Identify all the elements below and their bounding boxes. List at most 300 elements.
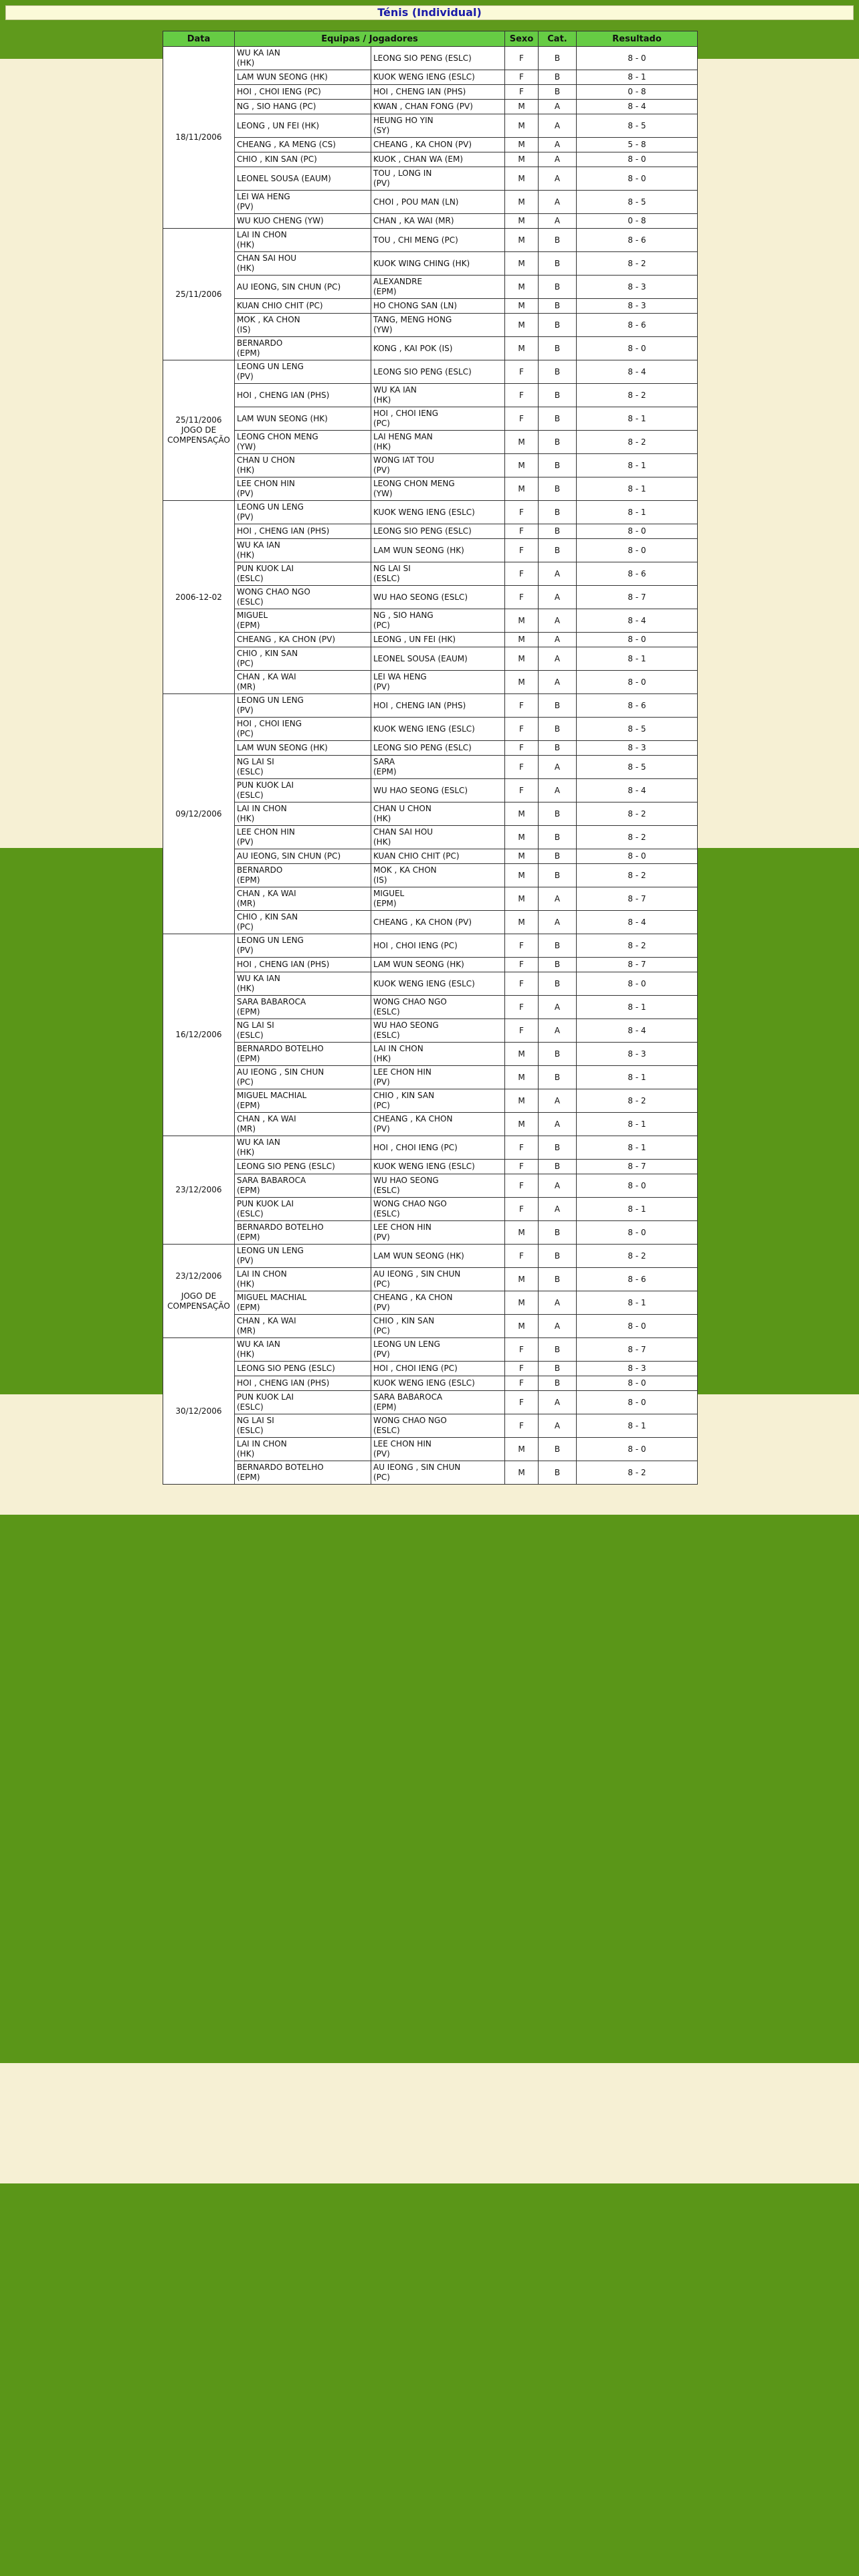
result-cell: 8 - 2 bbox=[577, 252, 698, 276]
table-row bbox=[163, 114, 698, 138]
sexo-cell: M bbox=[505, 1291, 539, 1315]
result-cell: 8 - 7 bbox=[577, 887, 698, 911]
result-cell: 8 - 4 bbox=[577, 911, 698, 934]
category-cell: B bbox=[539, 47, 577, 70]
category-cell: A bbox=[539, 1414, 577, 1438]
header-sexo: Sexo bbox=[505, 31, 539, 47]
table-row bbox=[163, 647, 698, 671]
category-cell: B bbox=[539, 1221, 577, 1245]
sexo-cell: M bbox=[505, 191, 539, 214]
player-a: WU KA IAN (HK) bbox=[235, 47, 371, 70]
player-b: KWAN , CHAN FONG (PV) bbox=[371, 100, 505, 114]
category-cell: B bbox=[539, 1461, 577, 1485]
table-row bbox=[163, 934, 698, 958]
result-cell: 8 - 5 bbox=[577, 191, 698, 214]
result-cell: 8 - 0 bbox=[577, 633, 698, 647]
category-cell: A bbox=[539, 671, 577, 694]
sexo-cell: M bbox=[505, 152, 539, 167]
player-b: HOI , CHENG IAN (PHS) bbox=[371, 85, 505, 100]
player-a: CHIO , KIN SAN (PC) bbox=[235, 152, 371, 167]
sexo-cell: F bbox=[505, 958, 539, 972]
table-row bbox=[163, 191, 698, 214]
result-cell: 8 - 0 bbox=[577, 152, 698, 167]
category-cell: B bbox=[539, 276, 577, 299]
player-b: KUAN CHIO CHIT (PC) bbox=[371, 849, 505, 864]
sexo-cell: M bbox=[505, 1043, 539, 1066]
player-b: HOI , CHENG IAN (PHS) bbox=[371, 694, 505, 718]
player-a: BERNARDO (EPM) bbox=[235, 864, 371, 887]
player-b: KUOK WENG IENG (ESLC) bbox=[371, 501, 505, 524]
category-cell: B bbox=[539, 972, 577, 996]
category-cell: A bbox=[539, 191, 577, 214]
player-a: LEONG CHON MENG (YW) bbox=[235, 431, 371, 454]
results-table bbox=[163, 31, 698, 1485]
table-row bbox=[163, 85, 698, 100]
player-a: CHAN , KA WAI (MR) bbox=[235, 671, 371, 694]
table-row bbox=[163, 779, 698, 802]
result-cell: 8 - 2 bbox=[577, 1245, 698, 1268]
table-row bbox=[163, 501, 698, 524]
player-b: CHEANG , KA CHON (PV) bbox=[371, 1291, 505, 1315]
result-cell: 8 - 2 bbox=[577, 934, 698, 958]
match-date: 25/11/2006 JOGO DE COMPENSAÇÃO bbox=[163, 360, 235, 501]
player-b: KUOK WING CHING (HK) bbox=[371, 252, 505, 276]
category-cell: B bbox=[539, 539, 577, 562]
player-a: WONG CHAO NGO (ESLC) bbox=[235, 586, 371, 609]
table-row bbox=[163, 431, 698, 454]
result-cell: 8 - 0 bbox=[577, 337, 698, 360]
result-cell: 8 - 6 bbox=[577, 314, 698, 337]
category-cell: A bbox=[539, 586, 577, 609]
category-cell: B bbox=[539, 1376, 577, 1391]
table-row bbox=[163, 826, 698, 849]
player-a: LEONG UN LENG (PV) bbox=[235, 694, 371, 718]
category-cell: B bbox=[539, 384, 577, 407]
player-a: HOI , CHOI IENG (PC) bbox=[235, 85, 371, 100]
sexo-cell: M bbox=[505, 477, 539, 501]
sexo-cell: F bbox=[505, 407, 539, 431]
result-cell: 0 - 8 bbox=[577, 214, 698, 229]
player-b: MOK , KA CHON (IS) bbox=[371, 864, 505, 887]
table-row bbox=[163, 337, 698, 360]
player-a: BERNARDO BOTELHO (EPM) bbox=[235, 1221, 371, 1245]
player-a: AU IEONG, SIN CHUN (PC) bbox=[235, 849, 371, 864]
player-b: HOI , CHOI IENG (PC) bbox=[371, 1136, 505, 1160]
player-b: KUOK WENG IENG (ESLC) bbox=[371, 972, 505, 996]
sexo-cell: F bbox=[505, 756, 539, 779]
result-cell: 8 - 5 bbox=[577, 756, 698, 779]
sexo-cell: M bbox=[505, 1113, 539, 1136]
player-b: WU HAO SEONG (ESLC) bbox=[371, 1019, 505, 1043]
player-b: CHOI , POU MAN (LN) bbox=[371, 191, 505, 214]
result-cell: 8 - 0 bbox=[577, 671, 698, 694]
result-cell: 8 - 2 bbox=[577, 826, 698, 849]
player-b: WONG CHAO NGO (ESLC) bbox=[371, 996, 505, 1019]
result-cell: 8 - 0 bbox=[577, 972, 698, 996]
table-row bbox=[163, 1338, 698, 1362]
category-cell: B bbox=[539, 477, 577, 501]
result-cell: 8 - 0 bbox=[577, 47, 698, 70]
sexo-cell: M bbox=[505, 1315, 539, 1338]
player-a: CHEANG , KA MENG (CS) bbox=[235, 138, 371, 152]
player-b: LAI IN CHON (HK) bbox=[371, 1043, 505, 1066]
result-cell: 8 - 4 bbox=[577, 609, 698, 633]
header-cat: Cat. bbox=[539, 31, 577, 47]
player-a: AU IEONG , SIN CHUN (PC) bbox=[235, 1066, 371, 1089]
sexo-cell: M bbox=[505, 671, 539, 694]
result-cell: 8 - 6 bbox=[577, 694, 698, 718]
category-cell: B bbox=[539, 407, 577, 431]
player-a: BERNARDO BOTELHO (EPM) bbox=[235, 1043, 371, 1066]
sexo-cell: F bbox=[505, 1245, 539, 1268]
sexo-cell: F bbox=[505, 718, 539, 741]
result-cell: 8 - 1 bbox=[577, 1291, 698, 1315]
category-cell: A bbox=[539, 562, 577, 586]
category-cell: A bbox=[539, 1291, 577, 1315]
sexo-cell: M bbox=[505, 252, 539, 276]
result-cell: 8 - 2 bbox=[577, 864, 698, 887]
category-cell: A bbox=[539, 1315, 577, 1338]
category-cell: A bbox=[539, 114, 577, 138]
result-cell: 8 - 1 bbox=[577, 1198, 698, 1221]
category-cell: A bbox=[539, 647, 577, 671]
sexo-cell: M bbox=[505, 114, 539, 138]
result-cell: 8 - 4 bbox=[577, 779, 698, 802]
player-a: PUN KUOK LAI (ESLC) bbox=[235, 562, 371, 586]
category-cell: B bbox=[539, 1268, 577, 1291]
table-row bbox=[163, 539, 698, 562]
player-a: CHAN , KA WAI (MR) bbox=[235, 887, 371, 911]
category-cell: A bbox=[539, 167, 577, 191]
category-cell: B bbox=[539, 229, 577, 252]
player-a: CHIO , KIN SAN (PC) bbox=[235, 911, 371, 934]
player-a: CHAN , KA WAI (MR) bbox=[235, 1113, 371, 1136]
table-row bbox=[163, 996, 698, 1019]
table-row bbox=[163, 887, 698, 911]
sexo-cell: F bbox=[505, 539, 539, 562]
table-row bbox=[163, 562, 698, 586]
sexo-cell: M bbox=[505, 167, 539, 191]
category-cell: B bbox=[539, 1338, 577, 1362]
page-title-bar bbox=[5, 5, 854, 20]
sexo-cell: F bbox=[505, 524, 539, 539]
sexo-cell: M bbox=[505, 609, 539, 633]
result-cell: 8 - 1 bbox=[577, 501, 698, 524]
result-cell: 8 - 7 bbox=[577, 958, 698, 972]
table-row bbox=[163, 100, 698, 114]
player-a: LEONG SIO PENG (ESLC) bbox=[235, 1362, 371, 1376]
result-cell: 8 - 0 bbox=[577, 849, 698, 864]
player-b: WU HAO SEONG (ESLC) bbox=[371, 779, 505, 802]
category-cell: B bbox=[539, 454, 577, 477]
player-a: NG LAI SI (ESLC) bbox=[235, 1019, 371, 1043]
category-cell: B bbox=[539, 252, 577, 276]
player-b: KONG , KAI POK (IS) bbox=[371, 337, 505, 360]
table-row bbox=[163, 741, 698, 756]
table-row bbox=[163, 1315, 698, 1338]
result-cell: 8 - 2 bbox=[577, 431, 698, 454]
category-cell: A bbox=[539, 911, 577, 934]
player-b: KUOK , CHAN WA (EM) bbox=[371, 152, 505, 167]
result-cell: 8 - 1 bbox=[577, 477, 698, 501]
player-a: NG LAI SI (ESLC) bbox=[235, 1414, 371, 1438]
result-cell: 8 - 0 bbox=[577, 524, 698, 539]
result-cell: 8 - 3 bbox=[577, 1362, 698, 1376]
sexo-cell: F bbox=[505, 694, 539, 718]
table-row bbox=[163, 911, 698, 934]
player-b: HOI , CHOI IENG (PC) bbox=[371, 407, 505, 431]
category-cell: B bbox=[539, 1066, 577, 1089]
player-a: WU KA IAN (HK) bbox=[235, 1136, 371, 1160]
sexo-cell: M bbox=[505, 849, 539, 864]
sexo-cell: M bbox=[505, 826, 539, 849]
table-row bbox=[163, 1221, 698, 1245]
sexo-cell: F bbox=[505, 972, 539, 996]
sexo-cell: F bbox=[505, 1338, 539, 1362]
player-b: AU IEONG , SIN CHUN (PC) bbox=[371, 1461, 505, 1485]
player-a: HOI , CHENG IAN (PHS) bbox=[235, 1376, 371, 1391]
player-a: LAM WUN SEONG (HK) bbox=[235, 407, 371, 431]
player-b: CHEANG , KA CHON (PV) bbox=[371, 1113, 505, 1136]
player-a: LEONG SIO PENG (ESLC) bbox=[235, 1160, 371, 1174]
player-b: KUOK WENG IENG (ESLC) bbox=[371, 70, 505, 85]
player-a: PUN KUOK LAI (ESLC) bbox=[235, 779, 371, 802]
category-cell: B bbox=[539, 741, 577, 756]
player-b: LEONG SIO PENG (ESLC) bbox=[371, 47, 505, 70]
player-a: PUN KUOK LAI (ESLC) bbox=[235, 1198, 371, 1221]
result-cell: 8 - 0 bbox=[577, 167, 698, 191]
category-cell: B bbox=[539, 337, 577, 360]
player-a: BERNARDO BOTELHO (EPM) bbox=[235, 1461, 371, 1485]
page-title: Ténis (Individual) bbox=[377, 6, 482, 19]
player-b: CHEANG , KA CHON (PV) bbox=[371, 138, 505, 152]
result-cell: 8 - 2 bbox=[577, 1089, 698, 1113]
category-cell: A bbox=[539, 1174, 577, 1198]
result-cell: 8 - 1 bbox=[577, 996, 698, 1019]
category-cell: A bbox=[539, 887, 577, 911]
player-a: LAM WUN SEONG (HK) bbox=[235, 70, 371, 85]
result-cell: 8 - 5 bbox=[577, 114, 698, 138]
result-cell: 8 - 2 bbox=[577, 384, 698, 407]
player-a: KUAN CHIO CHIT (PC) bbox=[235, 299, 371, 314]
player-a: WU KUO CHENG (YW) bbox=[235, 214, 371, 229]
sexo-cell: M bbox=[505, 299, 539, 314]
result-cell: 8 - 0 bbox=[577, 1221, 698, 1245]
player-b: CHAN U CHON (HK) bbox=[371, 802, 505, 826]
match-date: 16/12/2006 bbox=[163, 934, 235, 1136]
category-cell: B bbox=[539, 1362, 577, 1376]
player-a: LEONG UN LENG (PV) bbox=[235, 360, 371, 384]
table-row bbox=[163, 314, 698, 337]
player-b: HEUNG HO YIN (SY) bbox=[371, 114, 505, 138]
player-a: CHIO , KIN SAN (PC) bbox=[235, 647, 371, 671]
category-cell: B bbox=[539, 314, 577, 337]
player-b: WONG IAT TOU (PV) bbox=[371, 454, 505, 477]
category-cell: B bbox=[539, 1438, 577, 1461]
match-date: 2006-12-02 bbox=[163, 501, 235, 694]
sexo-cell: M bbox=[505, 802, 539, 826]
category-cell: A bbox=[539, 609, 577, 633]
sexo-cell: F bbox=[505, 1198, 539, 1221]
category-cell: B bbox=[539, 826, 577, 849]
result-cell: 8 - 0 bbox=[577, 1391, 698, 1414]
table-row bbox=[163, 849, 698, 864]
player-a: LAI IN CHON (HK) bbox=[235, 229, 371, 252]
player-b: CHIO , KIN SAN (PC) bbox=[371, 1315, 505, 1338]
player-b: LEONG , UN FEI (HK) bbox=[371, 633, 505, 647]
sexo-cell: M bbox=[505, 431, 539, 454]
category-cell: B bbox=[539, 360, 577, 384]
sexo-cell: F bbox=[505, 1160, 539, 1174]
sexo-cell: M bbox=[505, 276, 539, 299]
player-b: LEI WA HENG (PV) bbox=[371, 671, 505, 694]
result-cell: 8 - 4 bbox=[577, 1019, 698, 1043]
result-cell: 8 - 3 bbox=[577, 299, 698, 314]
table-row bbox=[163, 1376, 698, 1391]
match-date: 30/12/2006 bbox=[163, 1338, 235, 1485]
table-row bbox=[163, 1066, 698, 1089]
player-b: LEE CHON HIN (PV) bbox=[371, 1066, 505, 1089]
player-b: LEONEL SOUSA (EAUM) bbox=[371, 647, 505, 671]
table-row bbox=[163, 360, 698, 384]
result-cell: 8 - 3 bbox=[577, 741, 698, 756]
sexo-cell: F bbox=[505, 70, 539, 85]
sexo-cell: F bbox=[505, 741, 539, 756]
player-b: LAM WUN SEONG (HK) bbox=[371, 539, 505, 562]
player-a: NG LAI SI (ESLC) bbox=[235, 756, 371, 779]
player-b: MIGUEL (EPM) bbox=[371, 887, 505, 911]
sexo-cell: M bbox=[505, 1089, 539, 1113]
category-cell: A bbox=[539, 1198, 577, 1221]
category-cell: A bbox=[539, 138, 577, 152]
player-b: LEE CHON HIN (PV) bbox=[371, 1221, 505, 1245]
sexo-cell: F bbox=[505, 934, 539, 958]
player-a: LEE CHON HIN (PV) bbox=[235, 826, 371, 849]
result-cell: 8 - 1 bbox=[577, 647, 698, 671]
player-b: CHEANG , KA CHON (PV) bbox=[371, 911, 505, 934]
sexo-cell: M bbox=[505, 864, 539, 887]
player-a: LEONG UN LENG (PV) bbox=[235, 501, 371, 524]
player-b: ALEXANDRE (EPM) bbox=[371, 276, 505, 299]
table-row bbox=[163, 1438, 698, 1461]
sexo-cell: M bbox=[505, 1461, 539, 1485]
table-row bbox=[163, 1043, 698, 1066]
player-b: LEONG SIO PENG (ESLC) bbox=[371, 524, 505, 539]
category-cell: B bbox=[539, 1043, 577, 1066]
player-b: HO CHONG SAN (LN) bbox=[371, 299, 505, 314]
sexo-cell: F bbox=[505, 562, 539, 586]
table-row bbox=[163, 229, 698, 252]
header-resultado: Resultado bbox=[577, 31, 698, 47]
table-row bbox=[163, 477, 698, 501]
category-cell: A bbox=[539, 1391, 577, 1414]
sexo-cell: F bbox=[505, 586, 539, 609]
table-row bbox=[163, 864, 698, 887]
result-cell: 8 - 0 bbox=[577, 539, 698, 562]
table-row bbox=[163, 47, 698, 70]
player-a: MIGUEL MACHIAL (EPM) bbox=[235, 1089, 371, 1113]
result-cell: 8 - 0 bbox=[577, 1315, 698, 1338]
sexo-cell: M bbox=[505, 454, 539, 477]
table-row bbox=[163, 609, 698, 633]
table-row bbox=[163, 138, 698, 152]
player-a: HOI , CHENG IAN (PHS) bbox=[235, 524, 371, 539]
table-row bbox=[163, 1174, 698, 1198]
result-cell: 8 - 7 bbox=[577, 1338, 698, 1362]
player-b: CHAN , KA WAI (MR) bbox=[371, 214, 505, 229]
results-body bbox=[163, 47, 698, 1485]
sexo-cell: F bbox=[505, 1376, 539, 1391]
category-cell: B bbox=[539, 299, 577, 314]
table-row bbox=[163, 1362, 698, 1376]
result-cell: 8 - 7 bbox=[577, 586, 698, 609]
player-b: LEONG UN LENG (PV) bbox=[371, 1338, 505, 1362]
player-a: LEONG UN LENG (PV) bbox=[235, 934, 371, 958]
sexo-cell: F bbox=[505, 384, 539, 407]
result-cell: 5 - 8 bbox=[577, 138, 698, 152]
player-a: NG , SIO HANG (PC) bbox=[235, 100, 371, 114]
sexo-cell: M bbox=[505, 1221, 539, 1245]
sexo-cell: M bbox=[505, 229, 539, 252]
category-cell: B bbox=[539, 501, 577, 524]
sexo-cell: F bbox=[505, 47, 539, 70]
table-row bbox=[163, 718, 698, 741]
player-b: WU HAO SEONG (ESLC) bbox=[371, 586, 505, 609]
match-date: 25/11/2006 bbox=[163, 229, 235, 360]
sexo-cell: M bbox=[505, 647, 539, 671]
sexo-cell: F bbox=[505, 85, 539, 100]
sexo-cell: M bbox=[505, 1438, 539, 1461]
player-b: LEONG SIO PENG (ESLC) bbox=[371, 360, 505, 384]
match-date: 23/12/2006 bbox=[163, 1136, 235, 1245]
table-row bbox=[163, 1136, 698, 1160]
player-b: LAM WUN SEONG (HK) bbox=[371, 958, 505, 972]
category-cell: B bbox=[539, 864, 577, 887]
result-cell: 8 - 6 bbox=[577, 229, 698, 252]
category-cell: B bbox=[539, 1136, 577, 1160]
category-cell: B bbox=[539, 524, 577, 539]
category-cell: B bbox=[539, 70, 577, 85]
table-row bbox=[163, 384, 698, 407]
player-a: LEONG UN LENG (PV) bbox=[235, 1245, 371, 1268]
table-row bbox=[163, 1160, 698, 1174]
player-b: LEONG CHON MENG (YW) bbox=[371, 477, 505, 501]
player-a: LEI WA HENG (PV) bbox=[235, 191, 371, 214]
sexo-cell: M bbox=[505, 1268, 539, 1291]
table-header-row bbox=[163, 31, 698, 47]
sexo-cell: F bbox=[505, 360, 539, 384]
sexo-cell: M bbox=[505, 314, 539, 337]
table-row bbox=[163, 1198, 698, 1221]
category-cell: B bbox=[539, 1160, 577, 1174]
player-b: NG , SIO HANG (PC) bbox=[371, 609, 505, 633]
player-b: TANG, MENG HONG (YW) bbox=[371, 314, 505, 337]
category-cell: B bbox=[539, 85, 577, 100]
player-a: CHEANG , KA CHON (PV) bbox=[235, 633, 371, 647]
table-row bbox=[163, 802, 698, 826]
player-a: HOI , CHENG IAN (PHS) bbox=[235, 384, 371, 407]
table-row bbox=[163, 276, 698, 299]
category-cell: A bbox=[539, 996, 577, 1019]
player-b: LEONG SIO PENG (ESLC) bbox=[371, 741, 505, 756]
player-b: KUOK WENG IENG (ESLC) bbox=[371, 718, 505, 741]
table-row bbox=[163, 454, 698, 477]
category-cell: B bbox=[539, 934, 577, 958]
table-row bbox=[163, 756, 698, 779]
sexo-cell: M bbox=[505, 100, 539, 114]
player-b: WONG CHAO NGO (ESLC) bbox=[371, 1414, 505, 1438]
category-cell: B bbox=[539, 718, 577, 741]
